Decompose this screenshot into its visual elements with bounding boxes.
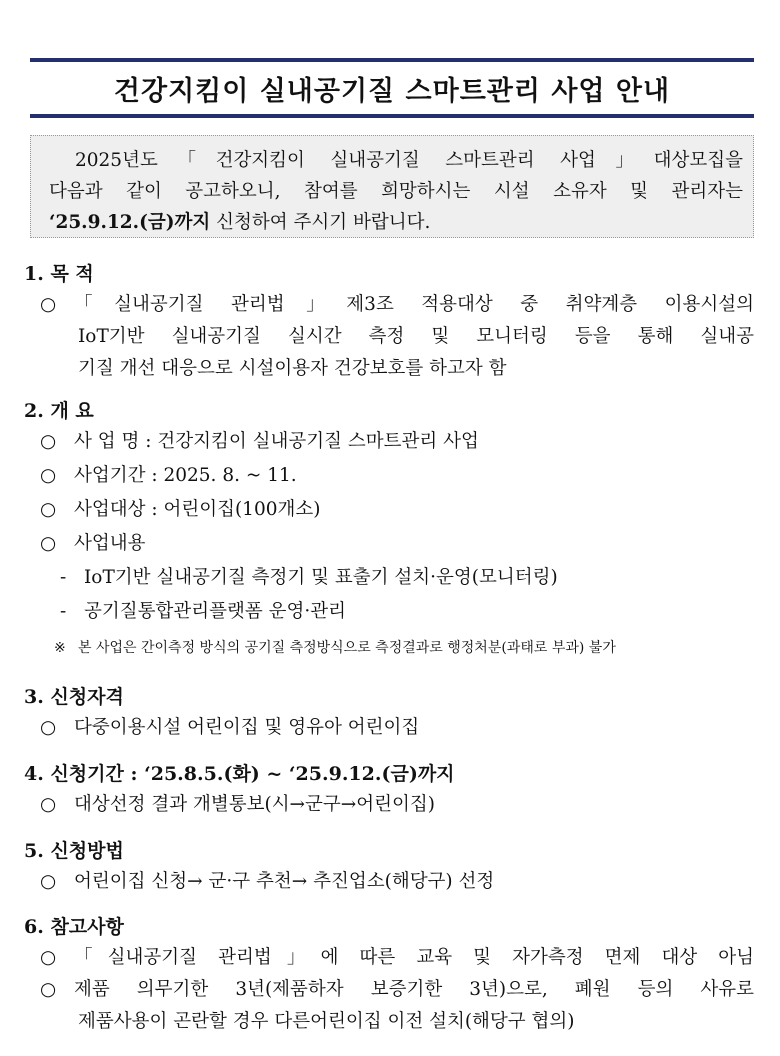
- section-purpose: [24, 259, 754, 385]
- intro-line-2: 다음과 같이 공고하오니, 참여를 희망하시는 시설 소유자 및 관리자는: [49, 181, 743, 202]
- section-eligibility: [24, 682, 754, 744]
- section-overview: [24, 396, 754, 662]
- list-item: [24, 528, 754, 562]
- overview-item-period: 사업기간 : 2025. 8. ~ 11.: [74, 465, 297, 486]
- list-item: [24, 712, 754, 744]
- note-text: 본 사업은 간이측정 방식의 공기질 측정방식으로 측정결과로 행정처분(과태로 부과) 불가: [78, 640, 616, 656]
- list-item: [24, 321, 754, 353]
- intro-line-1: 2025년도「건강지킴이 실내공기질 스마트관리 사업」대상모집을: [75, 150, 743, 171]
- overview-item-name: 사 업 명 : 건강지킴이 실내공기질 스마트관리 사업: [74, 431, 479, 452]
- list-item: [24, 562, 754, 596]
- overview-item-target: 사업대상 : 어린이집(100개소): [74, 499, 321, 520]
- section-heading: 2. 개 요: [24, 400, 94, 422]
- circle-bullet: ○: [40, 947, 57, 968]
- list-item: [24, 789, 754, 821]
- circle-bullet: ○: [40, 533, 57, 554]
- section-heading: 6. 참고사항: [24, 916, 124, 938]
- overview-sub-2: 공기질통합관리플랫폼 운영·관리: [84, 601, 346, 622]
- list-item: [24, 353, 754, 385]
- list-item: [24, 596, 754, 630]
- list-item: [24, 866, 754, 898]
- section-notes: [24, 912, 754, 1038]
- notes-item-1: 「실내공기질 관리법」에 따른 교육 및 자가측정 면제 대상 아님: [74, 947, 754, 968]
- purpose-line-1: 「실내공기질 관리법」제3조 적용대상 중 취약계층 이용시설의: [74, 294, 754, 315]
- notes-item-2-line-2: 제품사용이 곤란할 경우 다른어린이집 이전 설치(해당구 협의): [78, 1011, 575, 1032]
- list-item: [24, 460, 754, 494]
- section-heading: 3. 신청자격: [24, 686, 124, 708]
- eligibility-item: 다중이용시설 어린이집 및 영유아 어린이집: [74, 717, 420, 738]
- page-title: 건강지킴이 실내공기질 스마트관리 사업 안내: [113, 75, 671, 107]
- section-heading: 4. 신청기간 : ‘25.8.5.(화) ~ ‘25.9.12.(금)까지: [24, 763, 455, 785]
- list-item: [24, 942, 754, 974]
- period-item: 대상선정 결과 개별통보(시→군구→어린이집): [74, 794, 436, 815]
- list-item: [24, 289, 754, 321]
- circle-bullet: ○: [40, 871, 57, 892]
- section-heading: 5. 신청방법: [24, 840, 124, 862]
- list-item: [24, 426, 754, 460]
- overview-note: [24, 634, 754, 662]
- section-application-method: [24, 836, 754, 898]
- circle-bullet: ○: [40, 294, 57, 315]
- notes-item-2-line-1: 제품 의무기한 3년(제품하자 보증기한 3년)으로, 폐원 등의 사유로: [74, 979, 754, 1000]
- title-banner: [30, 58, 754, 118]
- intro-deadline: ‘25.9.12.(금)까지: [49, 212, 211, 233]
- overview-item-content: 사업내용: [74, 533, 146, 554]
- section-application-period: [24, 759, 754, 821]
- purpose-line-3: 기질 개선 대응으로 시설이용자 건강보호를 하고자 함: [78, 358, 507, 379]
- circle-bullet: ○: [40, 794, 57, 815]
- circle-bullet: ○: [40, 717, 57, 738]
- circle-bullet: ○: [40, 499, 57, 520]
- list-item: [24, 974, 754, 1006]
- intro-box: [30, 135, 754, 238]
- intro-line-3-rest: 신청하여 주시기 바랍니다.: [210, 212, 431, 233]
- note-mark: ※: [54, 640, 66, 656]
- section-heading: 1. 목 적: [24, 263, 94, 285]
- list-item: [24, 494, 754, 528]
- purpose-line-2: IoT기반 실내공기질 실시간 측정 및 모니터링 등을 통해 실내공: [78, 326, 754, 347]
- circle-bullet: ○: [40, 979, 57, 1000]
- method-item: 어린이집 신청→ 군·구 추천→ 추진업소(해당구) 선정: [74, 871, 495, 892]
- dash-bullet: -: [60, 567, 67, 588]
- intro-line-3: [49, 207, 743, 238]
- overview-sub-1: IoT기반 실내공기질 측정기 및 표출기 설치·운영(모니터링): [84, 567, 558, 588]
- dash-bullet: -: [60, 601, 67, 622]
- circle-bullet: ○: [40, 465, 57, 486]
- list-item: [24, 1006, 754, 1038]
- circle-bullet: ○: [40, 431, 57, 452]
